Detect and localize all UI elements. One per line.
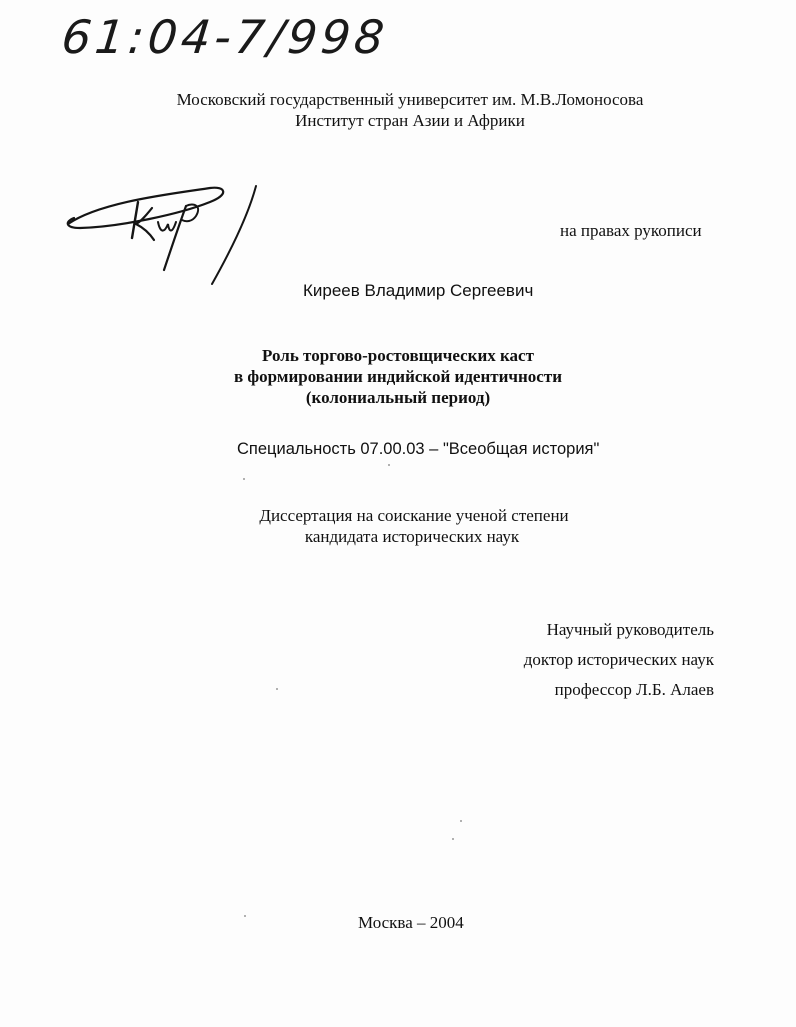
manuscript-rights-note: на правах рукописи (560, 221, 702, 240)
scan-speck (452, 838, 454, 840)
specialty-line: Специальность 07.00.03 – "Всеобщая история" (237, 440, 600, 458)
scan-speck (276, 688, 278, 690)
scan-speck (243, 478, 245, 480)
supervisor-role: Научный руководитель (546, 620, 714, 639)
dissertation-title (0, 345, 796, 408)
title-line-1: Роль торгово-ростовщических каст (262, 346, 534, 365)
handwritten-signature (60, 172, 270, 292)
title-line-2: в формировании индийской идентичности (233, 367, 562, 386)
author-name: Киреев Владимир Сергеевич (303, 281, 534, 300)
degree-statement (0, 505, 796, 547)
university-name: Московский государственный университет им. М.В.Ломоносова (176, 90, 644, 109)
degree-line-2: кандидата исторических наук (304, 527, 520, 546)
degree-line-1: Диссертация на соискание ученой степени (259, 506, 569, 525)
scan-speck (460, 820, 462, 822)
supervisor-name: профессор Л.Б. Алаев (554, 680, 714, 699)
city-and-year: Москва – 2004 (358, 913, 464, 932)
scan-speck (244, 915, 246, 917)
supervisor-block (524, 615, 714, 705)
supervisor-degree: доктор исторических наук (523, 650, 714, 669)
scan-speck (388, 464, 390, 466)
handwritten-catalog-number: 61:04-7/998 (59, 10, 391, 64)
institute-name: Институт стран Азии и Африки (295, 111, 525, 130)
title-line-3: (колониальный период) (305, 388, 491, 407)
